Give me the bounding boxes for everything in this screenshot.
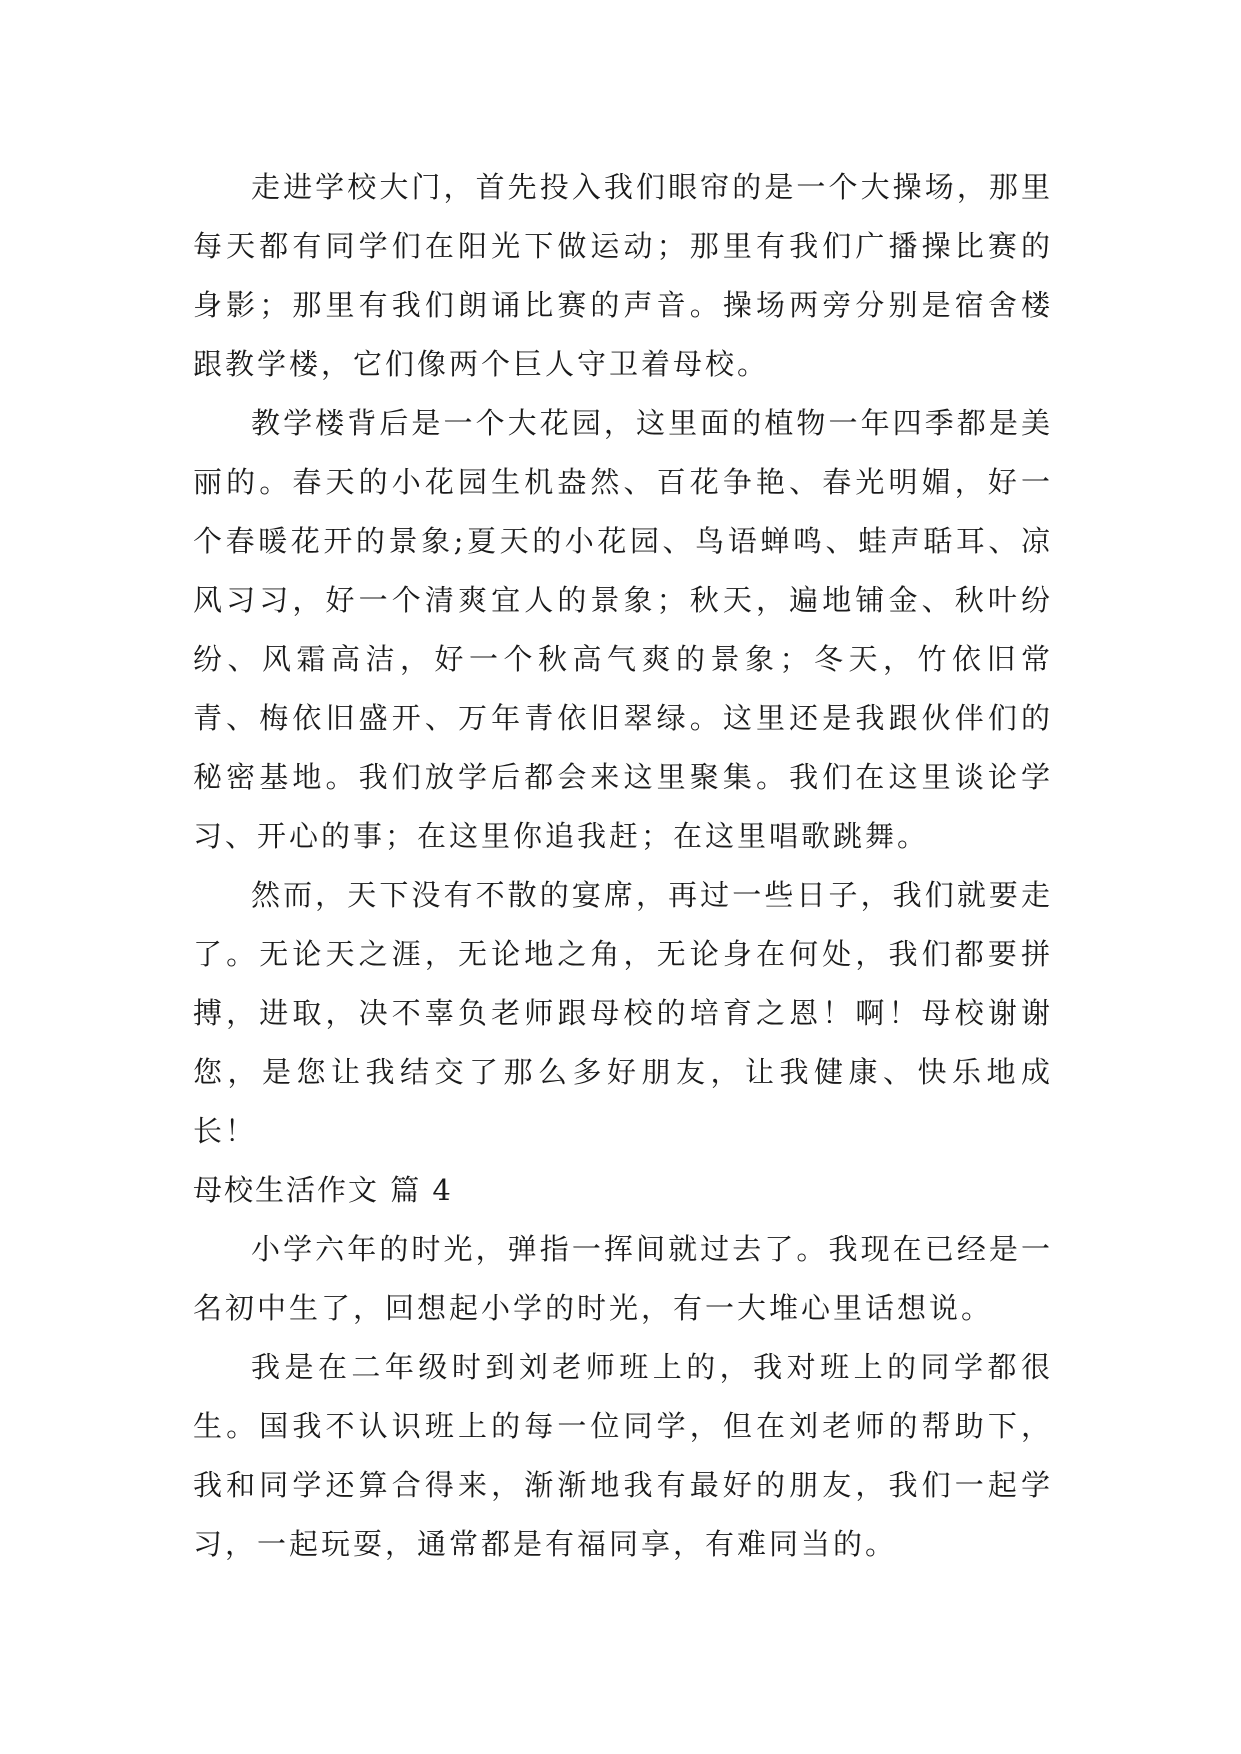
paragraph-six-years: 小学六年的时光，弹指一挥间就过去了。我现在已经是一名初中生了，回想起小学的时光，有一大堆心里话想说。 [193, 1232, 1053, 1325]
section-title: 母校生活作文 篇 4 [193, 1173, 453, 1207]
paragraph-farewell: 然而，天下没有不散的宴席，再过一些日子，我们就要走了。无论天之涯，无论地之角，无论身在何处，我们都要拼搏，进取，决不辜负老师跟母校的培育之恩！啊！母校谢谢您，是您让我结交了那么多好朋友，让我健康、快乐地成长！ [193, 878, 1053, 1148]
paragraph-garden: 教学楼背后是一个大花园，这里面的植物一年四季都是美丽的。春天的小花园生机盎然、百花争艳、春光明媚，好一个春暖花开的景象;夏天的小花园、鸟语蝉鸣、蛙声聒耳、凉风习习，好一个清爽宜人的景象；秋天，遍地铺金、秋叶纷纷、风霜高洁，好一个秋高气爽的景象；冬天，竹依旧常青、梅依旧盛开、万年青依旧翠绿。这里还是我跟伙伴们的秘密基地。我们放学后都会来这里聚集。我们在这里谈论学习、开心的事；在这里你追我赶；在这里唱歌跳舞。 [193, 406, 1053, 853]
document-page [193, 158, 1053, 1574]
paragraph-schoolyard: 走进学校大门，首先投入我们眼帘的是一个大操场，那里每天都有同学们在阳光下做运动；那里有我们广播操比赛的身影；那里有我们朗诵比赛的声音。操场两旁分别是宿舍楼跟教学楼，它们像两个巨人守卫着母校。 [193, 170, 1053, 381]
paragraph-second-grade: 我是在二年级时到刘老师班上的，我对班上的同学都很生。国我不认识班上的每一位同学，但在刘老师的帮助下，我和同学还算合得来，渐渐地我有最好的朋友，我们一起学习，一起玩耍，通常都是有福同享，有难同当的。 [193, 1350, 1053, 1561]
